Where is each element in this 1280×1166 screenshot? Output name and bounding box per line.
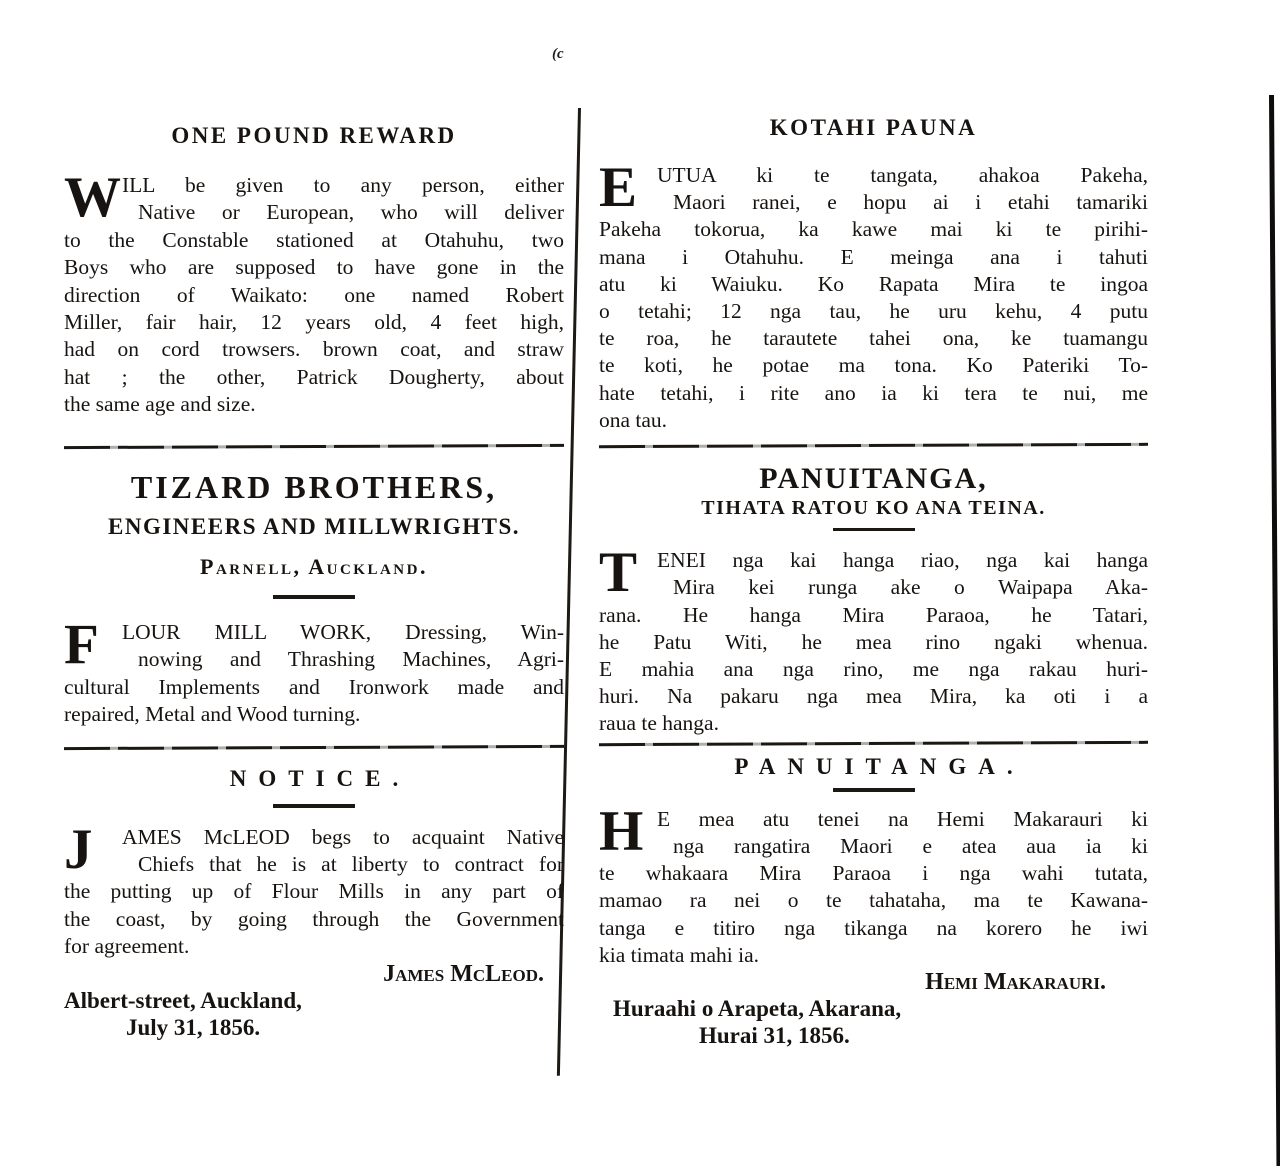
advert-location: Parnell, Auckland. <box>200 554 428 580</box>
text-line: tanga e titiro nga tikanga na korero he iwi <box>599 915 1148 940</box>
text-line: he Patu Witi, he mea rino ngaki whenua. <box>599 629 1148 654</box>
text-line: the same age and size. <box>64 392 256 417</box>
text-line: te koti, he potae ma tona. Ko Pateriki To- <box>599 353 1148 378</box>
text-line: cultural Implements and Ironwork made and <box>64 674 564 699</box>
text-line: Chiefs that he is at liberty to contract for <box>138 852 564 877</box>
heading-underline-rule <box>273 595 355 599</box>
text-line: huri. Na pakaru nga mea Mira, ka oti i a <box>599 684 1148 709</box>
date-line: Hurai 31, 1856. <box>699 1023 850 1049</box>
text-line: te whakaara Mira Paraoa i nga wahi tutata, <box>599 861 1148 886</box>
text-line: E mea atu tenei na Hemi Makarauri ki <box>657 806 1148 831</box>
text-line: mamao ra nei o te tahataha, ma te Kawana- <box>599 888 1148 913</box>
text-line: to the Constable stationed at Otahuhu, two <box>64 227 564 252</box>
text-line: ENEI nga kai hanga riao, nga kai hanga <box>657 548 1148 573</box>
dropcap-letter: H <box>599 799 644 863</box>
dropcap-letter: W <box>64 166 121 229</box>
section-notice <box>64 765 564 1041</box>
heading-underline-rule <box>833 528 915 532</box>
text-line: repaired, Metal and Wood turning. <box>64 702 361 727</box>
text-line: direction of Waikato: one named Robert <box>64 282 564 307</box>
dropcap-letter: T <box>599 541 638 605</box>
text-line: nowing and Thrashing Machines, Agri- <box>138 647 564 672</box>
text-line: Pakeha tokorua, ka kawe mai ki te pirihi- <box>599 217 1148 242</box>
dropcap-letter: J <box>64 817 93 881</box>
text-line: AMES McLEOD begs to acquaint Native <box>122 824 564 849</box>
text-line: Boys who are supposed to have gone in the <box>64 255 564 280</box>
text-line: hate tetahi, i rite ano ia ki tera te nui, me <box>599 380 1148 405</box>
page-edge-rule <box>1269 95 1280 1166</box>
text-line: Maori ranei, e hopu ai i etahi tamariki <box>673 190 1148 215</box>
address-line: Albert-street, Auckland, <box>64 987 302 1013</box>
advert-subtitle: ENGINEERS AND MILLWRIGHTS. <box>108 514 520 540</box>
section-tizard-brothers <box>64 468 564 728</box>
text-line: rana. He hanga Mira Paraoa, he Tatari, <box>599 602 1148 627</box>
dropcap-letter: E <box>599 156 638 219</box>
paragraph <box>599 541 1148 737</box>
text-line: LOUR MILL WORK, Dressing, Win- <box>122 619 564 644</box>
left-column <box>64 0 564 1041</box>
text-line: E mahia ana nga rino, me nga rakau huri- <box>599 657 1148 682</box>
paragraph <box>64 166 564 419</box>
text-line: the putting up of Flour Mills in any part of <box>64 879 564 904</box>
section-heading: NOTICE. <box>229 766 411 792</box>
section-divider-rule <box>64 444 564 449</box>
text-line: mana i Otahuhu. E meinga ana i tahuti <box>599 244 1148 269</box>
section-divider-rule <box>64 745 564 750</box>
text-line: for agreement. <box>64 934 190 959</box>
signature: James McLeod. <box>383 960 544 987</box>
section-heading: PANUITANGA. <box>734 754 1025 780</box>
advert-title: TIZARD BROTHERS, <box>130 469 498 506</box>
page-mark: (c <box>552 46 564 62</box>
text-line: ILL be given to any person, either <box>122 173 564 197</box>
section-divider-rule <box>599 443 1148 448</box>
text-line: Mira kei runga ake o Waipapa Aka- <box>673 575 1148 600</box>
text-line: the coast, by going through the Government <box>64 906 564 931</box>
paragraph <box>599 799 1148 969</box>
paragraph <box>64 817 564 961</box>
section-one-pound-reward <box>64 122 564 419</box>
text-line: UTUA ki te tangata, ahakoa Pakeha, <box>657 163 1148 187</box>
signature: Hemi Makarauri. <box>925 969 1106 996</box>
section-divider-rule <box>599 740 1148 745</box>
section-kotahi-pauna <box>599 114 1148 434</box>
section-subtitle: TIHATA RATOU KO ANA TEINA. <box>701 496 1046 519</box>
text-line: Miller, fair hair, 12 years old, 4 feet high, <box>64 310 564 335</box>
dropcap-letter: F <box>64 612 99 676</box>
heading-underline-rule <box>273 804 355 808</box>
text-line: te roa, he tarautete tahei ona, ke tuamangu <box>599 326 1148 351</box>
section-title: PANUITANGA, <box>759 461 988 495</box>
section-panuitanga-makarauri <box>599 753 1148 1049</box>
section-heading: KOTAHI PAUNA <box>769 115 978 140</box>
heading-underline-rule <box>833 788 915 792</box>
paragraph <box>599 156 1148 434</box>
text-line: ona tau. <box>599 407 668 432</box>
text-line: Native or European, who will deliver <box>138 200 564 225</box>
section-panuitanga-tihata <box>599 461 1148 738</box>
text-line: o tetahi; 12 nga tau, he uru kehu, 4 putu <box>599 299 1148 324</box>
section-heading: ONE POUND REWARD <box>171 123 457 148</box>
paragraph <box>64 612 564 729</box>
address-line: Huraahi o Arapeta, Akarana, <box>613 996 902 1022</box>
text-line: atu ki Waiuku. Ko Rapata Mira te ingoa <box>599 271 1148 296</box>
date-line: July 31, 1856. <box>126 1014 261 1040</box>
text-line: hat ; the other, Patrick Dougherty, about <box>64 364 564 389</box>
text-line: nga rangatira Maori e atea aua ia ki <box>673 834 1148 859</box>
right-column <box>599 0 1148 1049</box>
text-line: raua te hanga. <box>599 711 719 736</box>
text-line: had on cord trowsers. brown coat, and straw <box>64 337 564 362</box>
text-line: kia timata mahi ia. <box>599 942 760 967</box>
